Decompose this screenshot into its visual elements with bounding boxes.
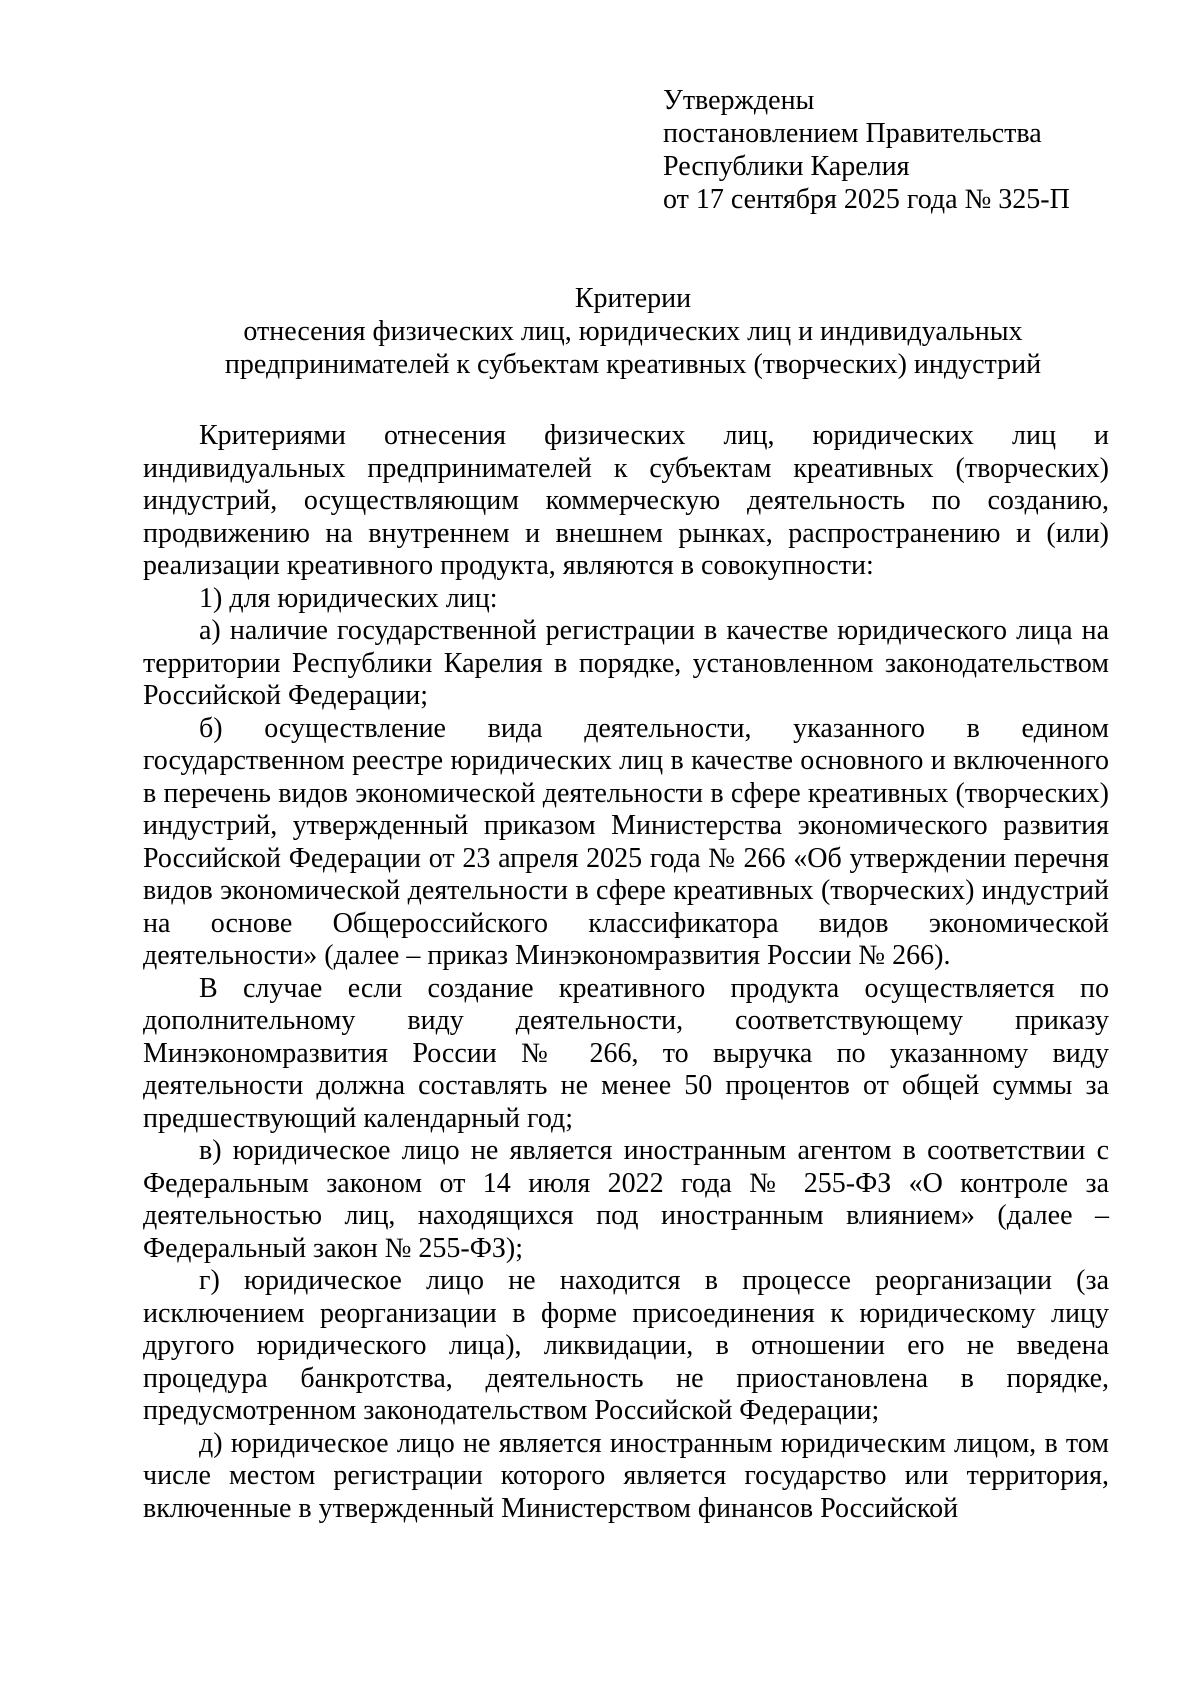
paragraph-item-b: б) осуществление вида деятельности, указанного в едином государственном реестре юридических лиц в качестве основного и включенного в перечень видов экономической деятельности в сфере креативных (творческих) индустрий, утвержденный приказом Министерства экономического развития Российской Федерации от 23 апреля 2025 года № 266 «Об утверждении перечня видов экономической деятельности в сфере креативных (творческих) индустрий на основе Общероссийского классификатора видов экономической деятельности» (далее – приказ Минэкономразвития России № 266). [143,712,1109,971]
approval-stamp-block [663,84,1133,216]
title-heading: Критерии [574,283,692,314]
approval-line-approved: Утверждены [663,85,815,116]
approval-line-date-number: от 17 сентября 2025 года № 325-П [663,184,1070,215]
document-body [143,420,1109,1525]
paragraph-item-g: г) юридическое лицо не находится в процессе реорганизации (за исключением реорганизации в форме присоединения к юридическому лицу другого юридического лица), ликвидации, в отношении его не введена процедура банкротства, деятельность не приостановлена в порядке, предусмотренном законодательством Российской Федерации; [143,1265,1109,1426]
title-line-3: предпринимателей к субъектам креативных (творческих) индустрий [224,349,1042,380]
title-line-2: отнесения физических лиц, юридических лиц и индивидуальных [243,316,1023,347]
paragraph-item-1: 1) для юридических лиц: [199,582,498,614]
document-title [143,282,1123,381]
paragraph-item-v: в) юридическое лицо не является иностранным агентом в соответствии с Федеральным законом от 14 июля 2022 года № 255-ФЗ «О контроле за деятельностью лиц, находящихся под иностранным влиянием» (далее – Федеральный закон № 255-ФЗ); [143,1135,1109,1264]
paragraph-item-d: д) юридическое лицо не является иностранным юридическим лицом, в том числе местом регистрации которого является государство или территория, включенные в утвержденный Министерством финансов Российской [143,1427,1109,1524]
paragraph-item-a: а) наличие государственной регистрации в качестве юридического лица на территории Республики Карелия в порядке, установленном законодательством Российской Федерации; [143,615,1109,711]
approval-line-republic: Республики Карелия [663,151,910,182]
approval-line-decree: постановлением Правительства [663,118,1042,149]
paragraph-intro: Критериями отнесения физических лиц, юридических лиц и индивидуальных предпринимателей к субъектам креативных (творческих) индустрий, осуществляющим коммерческую деятельность по созданию, продвижению на внутреннем и внешнем рынках, распространению и (или) реализации креативного продукта, являются в совокупности: [143,420,1109,581]
paragraph-additional-activity: В случае если создание креативного продукта осуществляется по дополнительному виду деятельности, соответствующему приказу Минэкономразвития России № 266, то выручка по указанному виду деятельности должна составлять не менее 50 процентов от общей суммы за предшествующий календарный год; [143,972,1109,1134]
